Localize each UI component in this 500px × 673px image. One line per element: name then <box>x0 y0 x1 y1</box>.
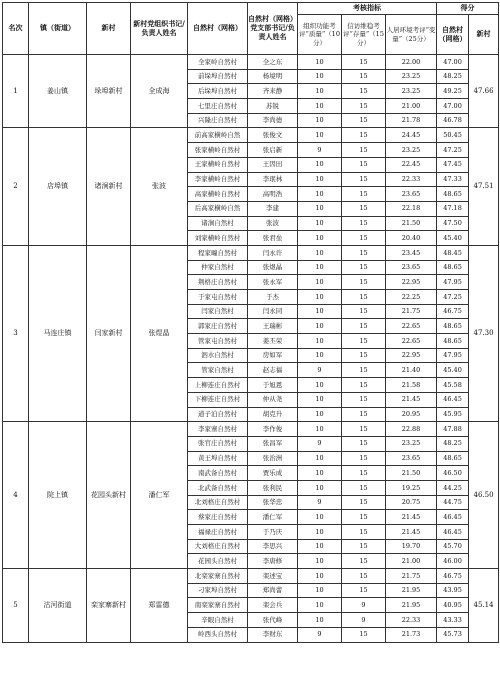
village-total-cell: 45.95 <box>437 407 469 422</box>
stock-score-cell: 15 <box>342 172 386 187</box>
village-secretary-cell: 闫永许 <box>248 245 298 260</box>
natural-village-cell: 兴隆庄自然村 <box>188 113 248 128</box>
ranking-table <box>2 2 499 643</box>
village-total-cell: 48.25 <box>437 69 469 84</box>
quality-score-cell: 10 <box>298 378 342 393</box>
quality-score-cell: 10 <box>298 334 342 349</box>
village-secretary-cell: 张治洲 <box>248 451 298 466</box>
header-secretary: 新村党组织书记/负责人姓名 <box>131 3 188 55</box>
rank-cell: 4 <box>3 422 29 569</box>
stock-score-cell: 15 <box>342 319 386 334</box>
village-total-cell: 48.65 <box>437 334 469 349</box>
stock-score-cell: 15 <box>342 55 386 70</box>
village-secretary-cell: 姜丕荣 <box>248 334 298 349</box>
quality-score-cell: 10 <box>298 422 342 437</box>
header-rank: 名次 <box>3 3 29 55</box>
quality-score-cell: 9 <box>298 363 342 378</box>
natural-village-cell: 荆格庄自然村 <box>188 275 248 290</box>
stock-score-cell: 15 <box>342 378 386 393</box>
village-secretary-cell: 于旭恩 <box>248 378 298 393</box>
secretary-cell: 全成海 <box>131 55 188 128</box>
quality-score-cell: 10 <box>298 583 342 598</box>
quality-score-cell: 10 <box>298 598 342 613</box>
quality-score-cell: 10 <box>298 290 342 305</box>
village-total-cell: 47.25 <box>437 290 469 305</box>
new-village-total-cell: 47.66 <box>469 55 499 128</box>
village-secretary-cell: 郑尚蕾 <box>248 583 298 598</box>
village-secretary-cell: 李财东 <box>248 627 298 642</box>
quality-score-cell: 10 <box>298 525 342 540</box>
village-secretary-cell: 潘仁军 <box>248 510 298 525</box>
stock-score-cell: 15 <box>342 201 386 216</box>
new-village-total-cell: 45.14 <box>469 569 499 642</box>
village-total-cell: 45.73 <box>437 627 469 642</box>
village-total-cell: 45.40 <box>437 363 469 378</box>
header-indicator-quality: 组织功能考评“质量”（10分） <box>298 15 342 55</box>
quality-score-cell: 10 <box>298 216 342 231</box>
quality-score-cell: 10 <box>298 554 342 569</box>
natural-village-cell: 蔡家庄自然村 <box>188 510 248 525</box>
village-secretary-cell: 房如军 <box>248 348 298 363</box>
village-secretary-cell: 赵志福 <box>248 363 298 378</box>
variable-score-cell: 22.18 <box>386 201 437 216</box>
variable-score-cell: 21.95 <box>386 583 437 598</box>
stock-score-cell: 15 <box>342 422 386 437</box>
stock-score-cell: 15 <box>342 69 386 84</box>
header-new-village: 新村 <box>87 3 131 55</box>
natural-village-cell: 仲家自然村 <box>188 260 248 275</box>
natural-village-cell: 上柳连庄自然村 <box>188 378 248 393</box>
ranking-table-container <box>2 2 499 643</box>
village-secretary-cell: 张利民 <box>248 480 298 495</box>
village-total-cell: 40.95 <box>437 598 469 613</box>
header-village-secretary: 自然村（网格）党支部书记/负责人姓名 <box>248 3 298 55</box>
stock-score-cell: 15 <box>342 304 386 319</box>
variable-score-cell: 22.95 <box>386 348 437 363</box>
stock-score-cell: 15 <box>342 480 386 495</box>
variable-score-cell: 21.95 <box>386 598 437 613</box>
village-total-cell: 46.50 <box>437 466 469 481</box>
natural-village-cell: 程家疃自然村 <box>188 245 248 260</box>
natural-village-cell: 七里庄自然村 <box>188 99 248 114</box>
village-secretary-cell: 栾会兵 <box>248 598 298 613</box>
variable-score-cell: 23.65 <box>386 451 437 466</box>
stock-score-cell: 15 <box>342 583 386 598</box>
village-total-cell: 48.65 <box>437 451 469 466</box>
stock-score-cell: 15 <box>342 113 386 128</box>
quality-score-cell: 10 <box>298 539 342 554</box>
quality-score-cell: 9 <box>298 627 342 642</box>
natural-village-cell: 花园头自然村 <box>188 554 248 569</box>
stock-score-cell: 9 <box>342 598 386 613</box>
natural-village-cell: 诸涧自然村 <box>188 216 248 231</box>
natural-village-cell: 李家横岭自然村 <box>188 172 248 187</box>
quality-score-cell: 10 <box>298 275 342 290</box>
variable-score-cell: 19.25 <box>386 480 437 495</box>
header-town: 镇（街道） <box>29 3 87 55</box>
variable-score-cell: 20.40 <box>386 231 437 246</box>
stock-score-cell: 15 <box>342 539 386 554</box>
quality-score-cell: 10 <box>298 55 342 70</box>
variable-score-cell: 23.65 <box>386 260 437 275</box>
header-score-village: 自然村（网格） <box>437 15 469 55</box>
village-secretary-cell: 张永军 <box>248 275 298 290</box>
rank-cell: 1 <box>3 55 29 128</box>
village-total-cell: 46.00 <box>437 554 469 569</box>
quality-score-cell: 10 <box>298 84 342 99</box>
village-total-cell: 47.95 <box>437 275 469 290</box>
stock-score-cell: 15 <box>342 407 386 422</box>
village-total-cell: 49.25 <box>437 84 469 99</box>
village-total-cell: 47.88 <box>437 422 469 437</box>
table-row <box>3 128 499 143</box>
village-total-cell: 48.25 <box>437 436 469 451</box>
natural-village-cell: 道子泊自然村 <box>188 407 248 422</box>
quality-score-cell: 10 <box>298 304 342 319</box>
quality-score-cell: 9 <box>298 436 342 451</box>
natural-village-cell: 北栾家寨自然村 <box>188 569 248 584</box>
village-secretary-cell: 闫永同 <box>248 304 298 319</box>
stock-score-cell: 15 <box>342 466 386 481</box>
stock-score-cell: 15 <box>342 245 386 260</box>
natural-village-cell: 后垛埠自然村 <box>188 84 248 99</box>
village-secretary-cell: 张君垒 <box>248 231 298 246</box>
stock-score-cell: 15 <box>342 627 386 642</box>
village-total-cell: 43.95 <box>437 583 469 598</box>
natural-village-cell: 郭家庄自然村 <box>188 319 248 334</box>
natural-village-cell: 福禄庄自然村 <box>188 525 248 540</box>
stock-score-cell: 15 <box>342 436 386 451</box>
natural-village-cell: 南武备自然村 <box>188 466 248 481</box>
town-cell: 店埠镇 <box>29 128 87 246</box>
secretary-cell: 郑雷德 <box>131 569 188 642</box>
natural-village-cell: 黄王埠自然村 <box>188 451 248 466</box>
quality-score-cell: 10 <box>298 231 342 246</box>
natural-village-cell: 刁家埠自然村 <box>188 583 248 598</box>
variable-score-cell: 21.00 <box>386 554 437 569</box>
variable-score-cell: 21.45 <box>386 510 437 525</box>
village-secretary-cell: 于杰 <box>248 290 298 305</box>
variable-score-cell: 23.25 <box>386 84 437 99</box>
header-score-new: 新村 <box>469 15 499 55</box>
stock-score-cell: 15 <box>342 187 386 202</box>
village-total-cell: 46.45 <box>437 392 469 407</box>
village-secretary-cell: 张俊文 <box>248 128 298 143</box>
rank-cell: 3 <box>3 245 29 421</box>
stock-score-cell: 15 <box>342 495 386 510</box>
quality-score-cell: 10 <box>298 407 342 422</box>
natural-village-cell: 前高家横岭自然 <box>188 128 248 143</box>
natural-village-cell: 岭西头自然村 <box>188 627 248 642</box>
header-score: 得分 <box>437 3 499 15</box>
variable-score-cell: 21.45 <box>386 392 437 407</box>
natural-village-cell: 闫家自然村 <box>188 304 248 319</box>
secretary-cell: 潘仁军 <box>131 422 188 569</box>
village-total-cell: 47.00 <box>437 99 469 114</box>
new-village-cell: 垛埠新村 <box>87 55 131 128</box>
variable-score-cell: 21.58 <box>386 378 437 393</box>
quality-score-cell: 10 <box>298 613 342 628</box>
village-total-cell: 47.33 <box>437 172 469 187</box>
variable-score-cell: 19.70 <box>386 539 437 554</box>
variable-score-cell: 22.95 <box>386 275 437 290</box>
village-total-cell: 46.45 <box>437 510 469 525</box>
village-total-cell: 47.50 <box>437 216 469 231</box>
new-village-cell: 闫家新村 <box>87 245 131 421</box>
variable-score-cell: 21.50 <box>386 216 437 231</box>
variable-score-cell: 22.45 <box>386 157 437 172</box>
variable-score-cell: 21.50 <box>386 466 437 481</box>
stock-score-cell: 15 <box>342 260 386 275</box>
natural-village-cell: 北武备自然村 <box>188 480 248 495</box>
stock-score-cell: 15 <box>342 99 386 114</box>
village-secretary-cell: 胡克升 <box>248 407 298 422</box>
village-secretary-cell: 李建 <box>248 201 298 216</box>
stock-score-cell: 15 <box>342 525 386 540</box>
new-village-cell: 诸涧新村 <box>87 128 131 246</box>
village-secretary-cell: 王瑞彬 <box>248 319 298 334</box>
table-row <box>3 55 499 70</box>
village-secretary-cell: 张启新 <box>248 143 298 158</box>
natural-village-cell: 于家屯自然村 <box>188 290 248 305</box>
quality-score-cell: 10 <box>298 480 342 495</box>
stock-score-cell: 15 <box>342 334 386 349</box>
village-secretary-cell: 张代峰 <box>248 613 298 628</box>
quality-score-cell: 10 <box>298 451 342 466</box>
variable-score-cell: 21.40 <box>386 363 437 378</box>
stock-score-cell: 15 <box>342 290 386 305</box>
header-indicator-stock: 信访维稳考评“存量”（15分） <box>342 15 386 55</box>
new-village-cell: 花园头新村 <box>87 422 131 569</box>
natural-village-cell: 全家岭自然村 <box>188 55 248 70</box>
header-natural-village: 自然村（网格） <box>188 3 248 55</box>
quality-score-cell: 10 <box>298 319 342 334</box>
natural-village-cell: 泗水自然村 <box>188 348 248 363</box>
natural-village-cell: 张官庄自然村 <box>188 436 248 451</box>
town-cell: 姜山镇 <box>29 55 87 128</box>
town-cell: 马连庄镇 <box>29 245 87 421</box>
village-total-cell: 45.40 <box>437 231 469 246</box>
village-total-cell: 45.58 <box>437 378 469 393</box>
variable-score-cell: 22.25 <box>386 290 437 305</box>
variable-score-cell: 22.65 <box>386 334 437 349</box>
village-secretary-cell: 栾述宝 <box>248 569 298 584</box>
table-row <box>3 422 499 437</box>
new-village-total-cell: 46.50 <box>469 422 499 569</box>
variable-score-cell: 20.95 <box>386 407 437 422</box>
natural-village-cell: 后高家横岭自然 <box>188 201 248 216</box>
header-indicator-variable: 人居环境考评“变量”（25分） <box>386 15 437 55</box>
village-secretary-cell: 全之东 <box>248 55 298 70</box>
quality-score-cell: 10 <box>298 157 342 172</box>
village-total-cell: 47.45 <box>437 157 469 172</box>
village-total-cell: 48.65 <box>437 260 469 275</box>
table-row <box>3 569 499 584</box>
natural-village-cell: 管家屯自然村 <box>188 334 248 349</box>
village-secretary-cell: 王因田 <box>248 157 298 172</box>
natural-village-cell: 管家自然村 <box>188 363 248 378</box>
variable-score-cell: 21.73 <box>386 627 437 642</box>
stock-score-cell: 15 <box>342 84 386 99</box>
village-total-cell: 47.18 <box>437 201 469 216</box>
village-secretary-cell: 李唐修 <box>248 554 298 569</box>
stock-score-cell: 15 <box>342 569 386 584</box>
stock-score-cell: 15 <box>342 157 386 172</box>
stock-score-cell: 15 <box>342 510 386 525</box>
village-secretary-cell: 张波 <box>248 216 298 231</box>
natural-village-cell: 刘家横岭自然村 <box>188 231 248 246</box>
quality-score-cell: 10 <box>298 569 342 584</box>
variable-score-cell: 22.88 <box>386 422 437 437</box>
variable-score-cell: 21.45 <box>386 525 437 540</box>
natural-village-cell: 前垛埠自然村 <box>188 69 248 84</box>
variable-score-cell: 20.75 <box>386 495 437 510</box>
natural-village-cell: 南栾家寨自然村 <box>188 598 248 613</box>
quality-score-cell: 10 <box>298 69 342 84</box>
village-secretary-cell: 李作俊 <box>248 422 298 437</box>
village-total-cell: 46.45 <box>437 525 469 540</box>
natural-village-cell: 高家横岭自然村 <box>188 187 248 202</box>
variable-score-cell: 23.65 <box>386 187 437 202</box>
variable-score-cell: 21.75 <box>386 569 437 584</box>
stock-score-cell: 15 <box>342 216 386 231</box>
quality-score-cell: 10 <box>298 260 342 275</box>
table-row <box>3 245 499 260</box>
stock-score-cell: 15 <box>342 348 386 363</box>
stock-score-cell: 15 <box>342 143 386 158</box>
village-secretary-cell: 贾乐成 <box>248 466 298 481</box>
new-village-cell: 栾家寨新村 <box>87 569 131 642</box>
natural-village-cell: 北刘格庄自然村 <box>188 495 248 510</box>
village-total-cell: 44.75 <box>437 495 469 510</box>
rank-cell: 2 <box>3 128 29 246</box>
village-secretary-cell: 张昌军 <box>248 436 298 451</box>
natural-village-cell: 李家寨自然村 <box>188 422 248 437</box>
quality-score-cell: 9 <box>298 495 342 510</box>
rank-cell: 5 <box>3 569 29 642</box>
stock-score-cell: 15 <box>342 231 386 246</box>
village-secretary-cell: 于乃庆 <box>248 525 298 540</box>
stock-score-cell: 15 <box>342 554 386 569</box>
quality-score-cell: 10 <box>298 128 342 143</box>
village-secretary-cell: 杨境明 <box>248 69 298 84</box>
variable-score-cell: 22.33 <box>386 613 437 628</box>
village-secretary-cell: 张煜晶 <box>248 260 298 275</box>
town-cell: 院上镇 <box>29 422 87 569</box>
stock-score-cell: 15 <box>342 363 386 378</box>
natural-village-cell: 王家横岭自然村 <box>188 157 248 172</box>
village-secretary-cell: 仲从尧 <box>248 392 298 407</box>
village-total-cell: 47.95 <box>437 348 469 363</box>
village-total-cell: 48.65 <box>437 187 469 202</box>
village-total-cell: 46.75 <box>437 569 469 584</box>
stock-score-cell: 15 <box>342 451 386 466</box>
natural-village-cell: 大刘格庄自然村 <box>188 539 248 554</box>
natural-village-cell: 张家横岭自然村 <box>188 143 248 158</box>
new-village-total-cell: 47.30 <box>469 245 499 421</box>
variable-score-cell: 21.78 <box>386 113 437 128</box>
quality-score-cell: 10 <box>298 245 342 260</box>
village-total-cell: 47.00 <box>437 55 469 70</box>
quality-score-cell: 10 <box>298 348 342 363</box>
village-total-cell: 44.25 <box>437 480 469 495</box>
town-cell: 沽河街道 <box>29 569 87 642</box>
quality-score-cell: 10 <box>298 392 342 407</box>
village-secretary-cell: 高明浩 <box>248 187 298 202</box>
quality-score-cell: 10 <box>298 510 342 525</box>
quality-score-cell: 10 <box>298 187 342 202</box>
variable-score-cell: 23.25 <box>386 69 437 84</box>
secretary-cell: 张波 <box>131 128 188 246</box>
table-body <box>3 55 499 643</box>
header-assessment: 考核指标 <box>298 3 437 15</box>
quality-score-cell: 9 <box>298 143 342 158</box>
stock-score-cell: 9 <box>342 613 386 628</box>
new-village-total-cell: 47.51 <box>469 128 499 246</box>
village-total-cell: 43.33 <box>437 613 469 628</box>
quality-score-cell: 10 <box>298 172 342 187</box>
variable-score-cell: 23.25 <box>386 143 437 158</box>
quality-score-cell: 10 <box>298 201 342 216</box>
variable-score-cell: 23.45 <box>386 245 437 260</box>
village-total-cell: 45.70 <box>437 539 469 554</box>
village-secretary-cell: 苏锐 <box>248 99 298 114</box>
stock-score-cell: 15 <box>342 275 386 290</box>
variable-score-cell: 24.45 <box>386 128 437 143</box>
village-total-cell: 50.45 <box>437 128 469 143</box>
variable-score-cell: 23.25 <box>386 436 437 451</box>
quality-score-cell: 10 <box>298 99 342 114</box>
village-secretary-cell: 李尚德 <box>248 113 298 128</box>
variable-score-cell: 22.65 <box>386 319 437 334</box>
variable-score-cell: 21.75 <box>386 304 437 319</box>
village-secretary-cell: 李思兴 <box>248 539 298 554</box>
village-total-cell: 48.45 <box>437 245 469 260</box>
natural-village-cell: 辛眼自然村 <box>188 613 248 628</box>
village-total-cell: 47.25 <box>437 143 469 158</box>
quality-score-cell: 10 <box>298 466 342 481</box>
natural-village-cell: 下柳连庄自然村 <box>188 392 248 407</box>
variable-score-cell: 21.00 <box>386 99 437 114</box>
village-secretary-cell: 张华忠 <box>248 495 298 510</box>
secretary-cell: 张煜晶 <box>131 245 188 421</box>
quality-score-cell: 10 <box>298 113 342 128</box>
village-total-cell: 46.78 <box>437 113 469 128</box>
stock-score-cell: 15 <box>342 392 386 407</box>
variable-score-cell: 22.33 <box>386 172 437 187</box>
village-secretary-cell: 李珉林 <box>248 172 298 187</box>
stock-score-cell: 15 <box>342 128 386 143</box>
village-total-cell: 46.75 <box>437 304 469 319</box>
variable-score-cell: 22.00 <box>386 55 437 70</box>
village-total-cell: 48.65 <box>437 319 469 334</box>
village-secretary-cell: 齐来静 <box>248 84 298 99</box>
